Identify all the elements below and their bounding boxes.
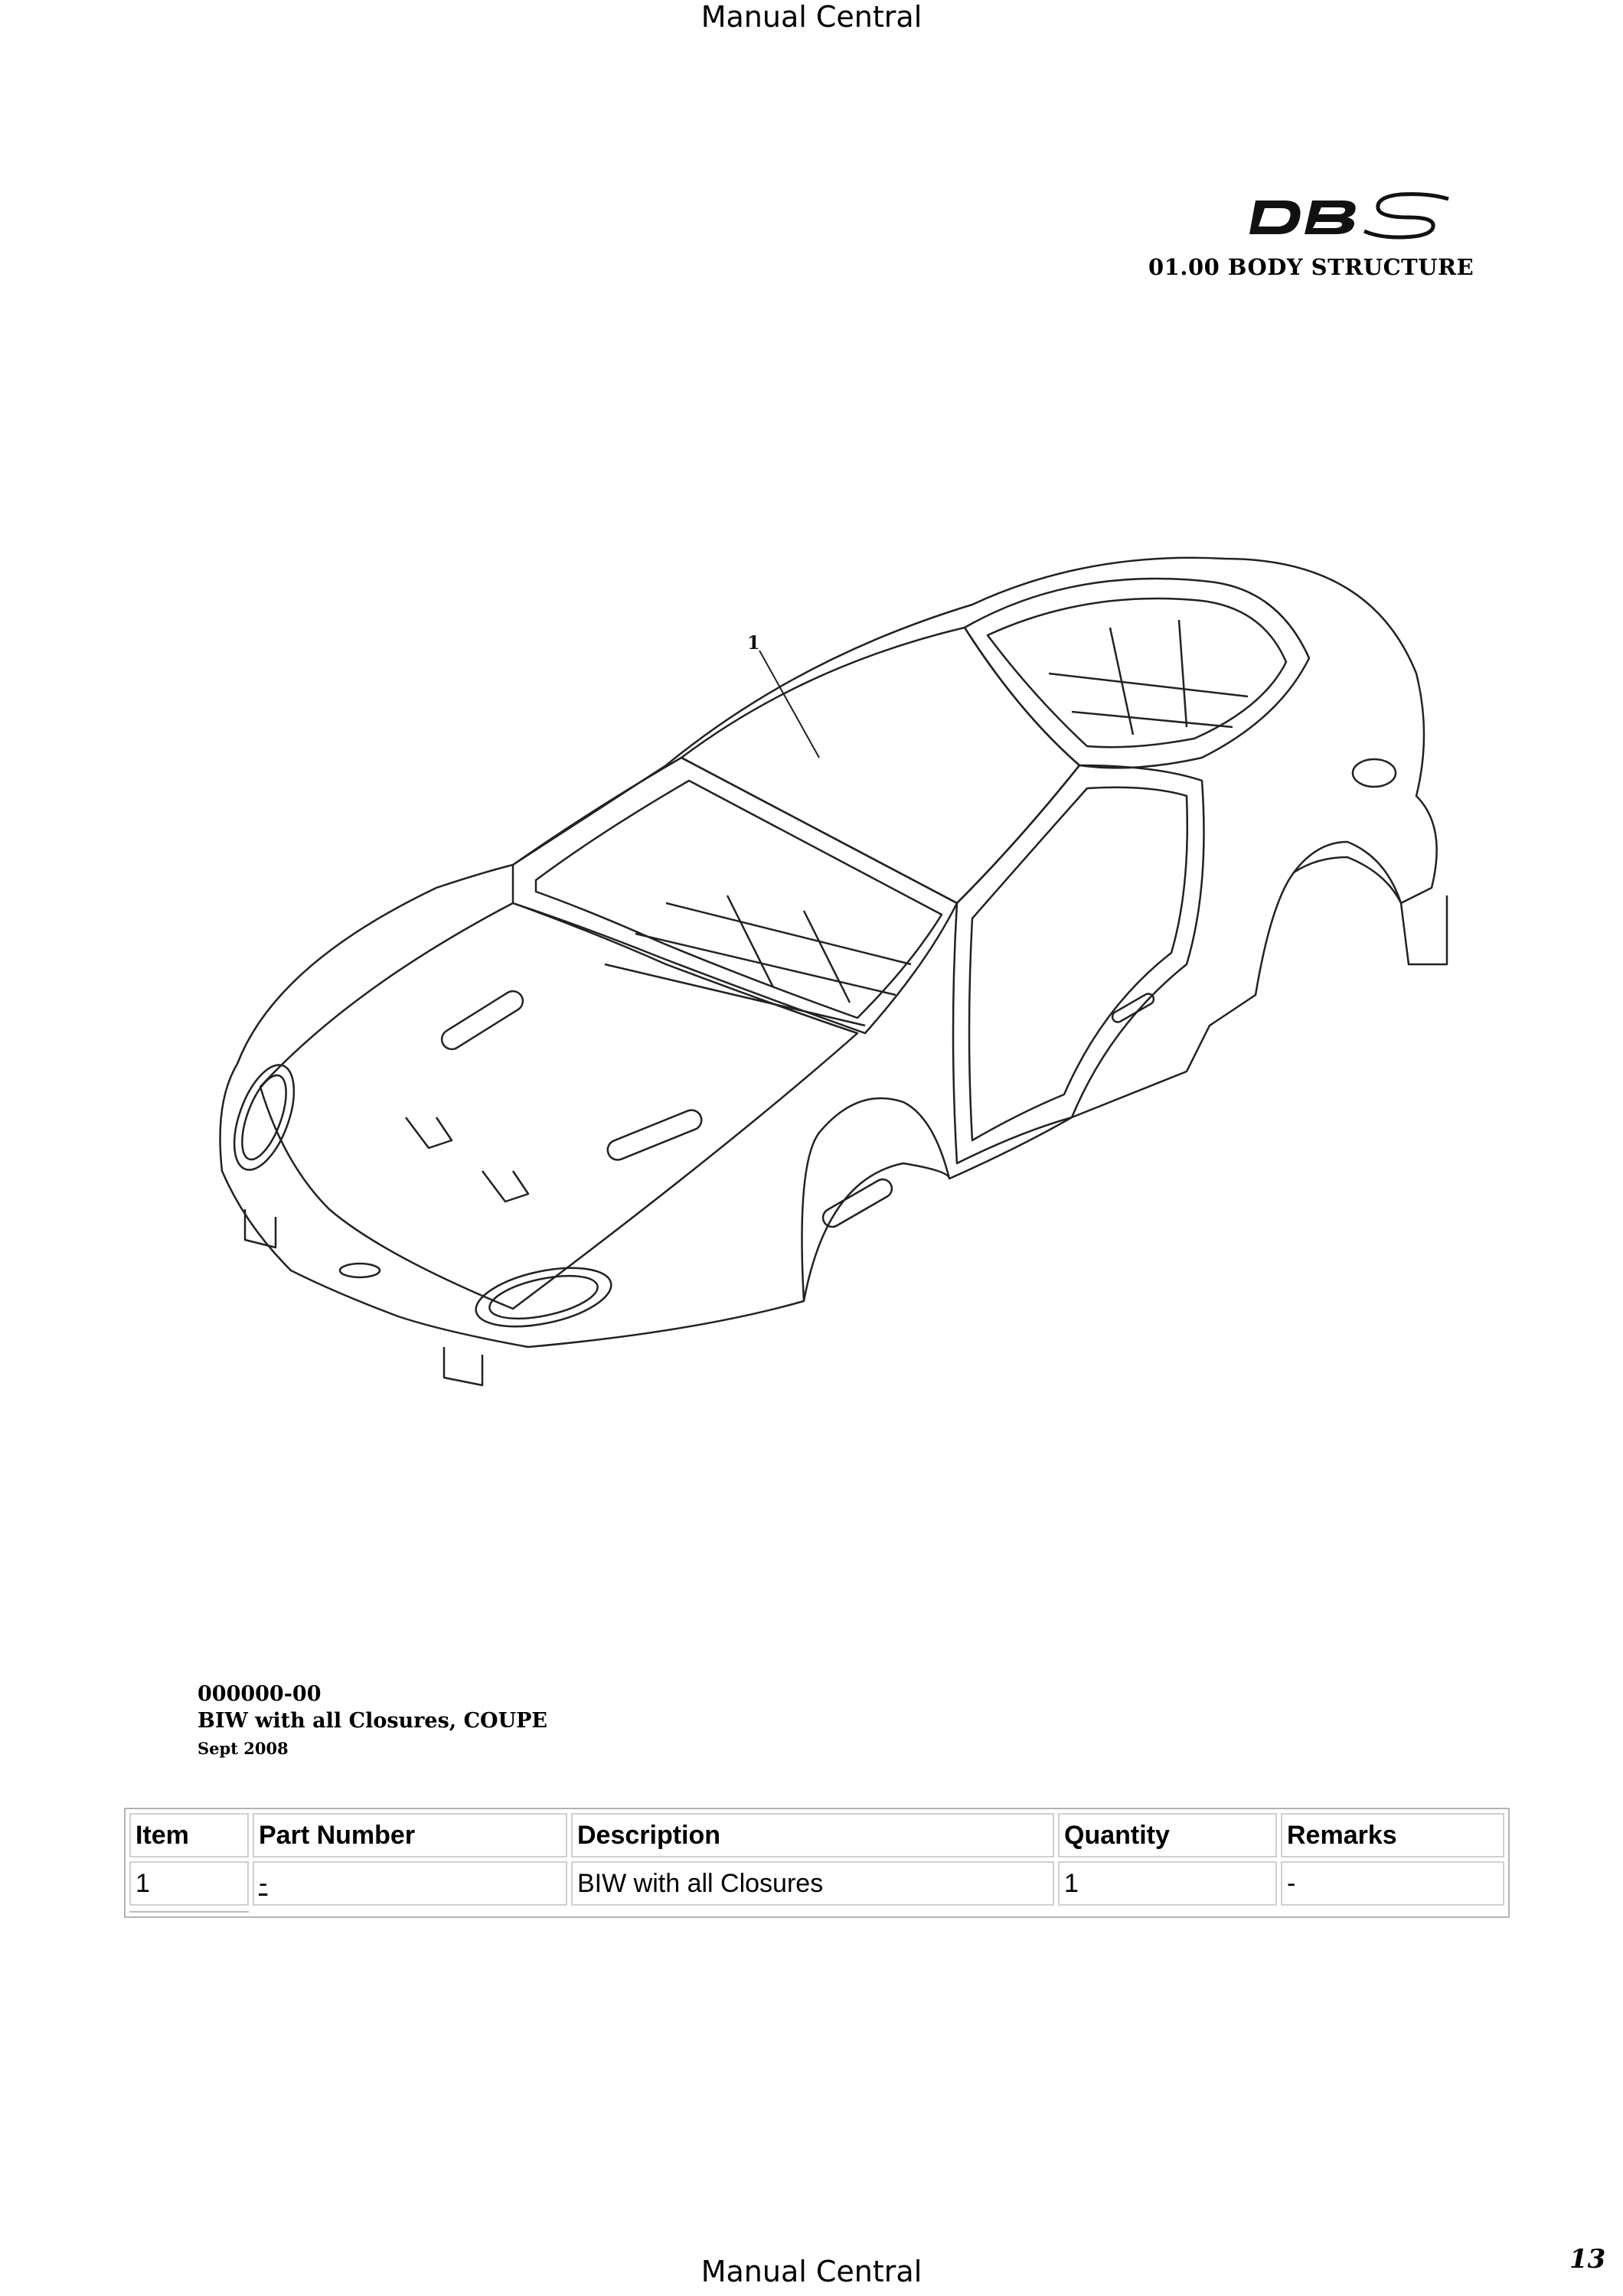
page-number: 13 (1569, 2244, 1606, 2275)
cell-part-number (253, 1861, 567, 1906)
figure-caption (198, 1682, 547, 1758)
column-header-item: Item (129, 1813, 249, 1857)
dbs-logo (1248, 184, 1455, 249)
windscreen-frame (513, 758, 957, 1033)
table-header-row (129, 1813, 1504, 1857)
left-headlamp (222, 1057, 305, 1177)
table-row (129, 1861, 1504, 1906)
body-structure-illustration (191, 536, 1462, 1393)
cell-remarks: - (1281, 1861, 1504, 1906)
figure-code: 000000-00 (198, 1682, 322, 1706)
column-header-description: Description (571, 1813, 1054, 1857)
column-header-quantity: Quantity (1058, 1813, 1277, 1857)
spacer-cell (129, 1910, 249, 1913)
right-headlamp (471, 1257, 616, 1337)
parts-table (124, 1808, 1510, 1918)
rear-opening (965, 579, 1309, 768)
column-header-remarks: Remarks (1281, 1813, 1504, 1857)
page-footer: Manual Central (700, 2255, 923, 2288)
part-number-link[interactable]: - (259, 1868, 268, 1898)
cell-quantity: 1 (1058, 1861, 1277, 1906)
cell-item: 1 (129, 1861, 249, 1906)
brand-block (1148, 184, 1474, 280)
page-header: Manual Central (700, 0, 923, 34)
car-body-outline (220, 558, 1437, 1347)
cell-description: BIW with all Closures (571, 1861, 1054, 1906)
section-title: 01.00 BODY STRUCTURE (1148, 254, 1474, 280)
callout-label: 1 (747, 631, 760, 654)
table-spacer-row (129, 1910, 1504, 1913)
roof-outline (681, 628, 1079, 903)
figure-title: BIW with all Closures, COUPE (198, 1709, 548, 1733)
figure-date: Sept 2008 (198, 1739, 289, 1758)
door-outline (953, 765, 1204, 1163)
column-header-part-number: Part Number (253, 1813, 567, 1857)
